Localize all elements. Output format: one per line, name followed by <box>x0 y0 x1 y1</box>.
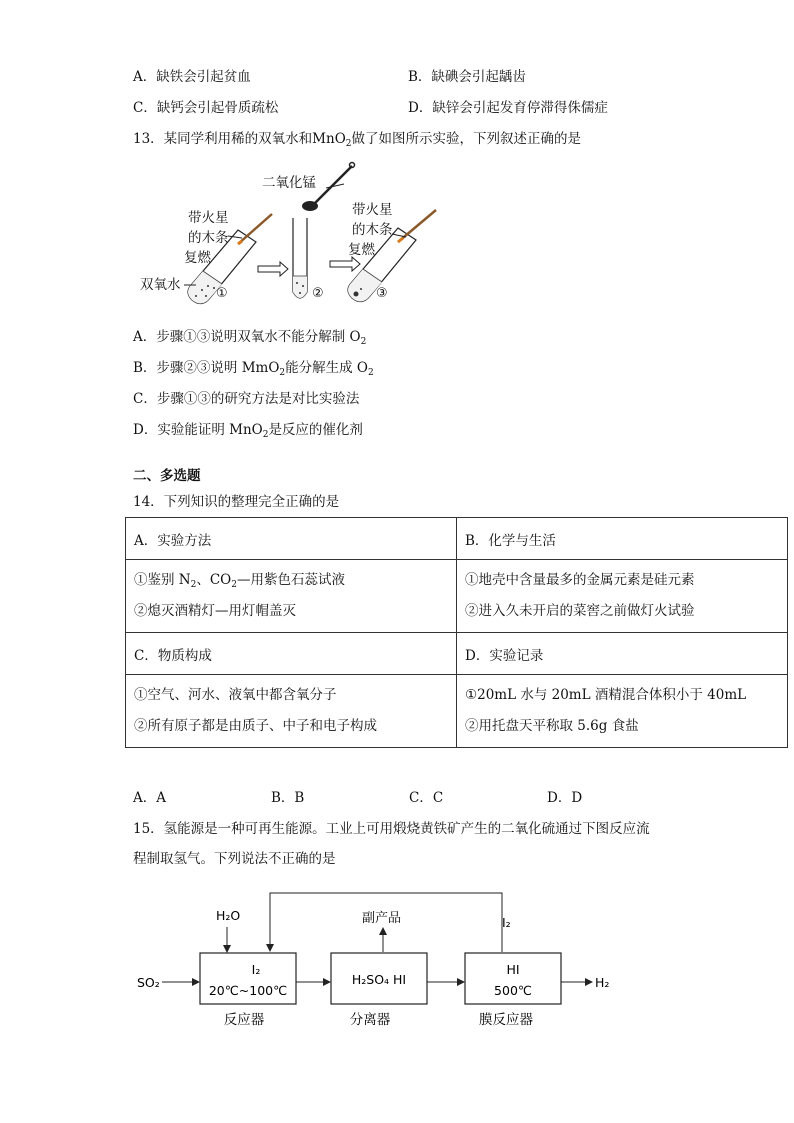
q15-flow-diagram <box>130 885 630 1035</box>
svg-text:的木条: 的木条 <box>352 222 393 238</box>
q13-option-c: C．步骤①③的研究方法是对比实验法 <box>133 391 360 407</box>
q14-option-d: D．D <box>547 790 583 806</box>
svg-text:H₂: H₂ <box>595 975 610 990</box>
table-cell-c-body: ①空气、河水、液氧中都含氧分子 ②所有原子都是由质子、中子和电子构成 <box>126 675 457 748</box>
arrow-right-icon <box>330 257 360 271</box>
table-cell-d-title: D．实验记录 <box>457 633 788 675</box>
table-cell-c-title: C．物质构成 <box>126 633 457 675</box>
svg-text:带火星: 带火星 <box>188 210 229 226</box>
h2o2-label: 双氧水 <box>140 277 181 293</box>
svg-text:复燃: 复燃 <box>184 250 211 266</box>
svg-text:SO₂: SO₂ <box>137 975 160 990</box>
svg-text:I₂: I₂ <box>502 915 511 930</box>
table-cell-d-body: ①20mL 水与 20mL 酒精混合体积小于 40mL ②用托盘天平称取 5.6g 食盐 <box>457 675 788 748</box>
svg-text:I₂: I₂ <box>251 962 261 977</box>
q13-option-b: B．步骤②③说明 MmO$_2$能分解生成 $O_2$ <box>133 360 374 378</box>
svg-text:的木条: 的木条 <box>188 230 229 246</box>
section-title: 二、多选题 <box>133 468 201 484</box>
q14-option-b: B．B <box>271 790 305 806</box>
svg-text:20℃~100℃: 20℃~100℃ <box>208 983 288 998</box>
q13-option-d: D．实验能证明 MnO$_2$是反应的催化剂 <box>133 422 363 440</box>
q13-stem: 13．某同学利用稀的双氧水和MnO$_2$做了如图所示实验，下列叙述正确的是 <box>133 131 581 149</box>
svg-text:复燃: 复燃 <box>348 242 375 258</box>
mno2-label: 二氧化锰 <box>262 175 316 191</box>
svg-text:反应器: 反应器 <box>223 1012 265 1028</box>
svg-text:带火星: 带火星 <box>352 202 393 218</box>
table-cell-a-title: A．实验方法 <box>126 518 457 560</box>
knowledge-table <box>125 517 788 748</box>
table-cell-b-title: B．化学与生活 <box>457 518 788 560</box>
q14-option-a: A．A <box>133 790 166 806</box>
q14-stem: 14．下列知识的整理完全正确的是 <box>133 494 340 510</box>
table-cell-b-body: ①地壳中含量最多的金属元素是硅元素 ②进入久未开启的菜窖之前做灯火试验 <box>457 560 788 633</box>
q12-option-d: D．缺锌会引起发育停滞得侏儒症 <box>408 100 608 116</box>
q13-option-a: A．步骤①③说明双氧水不能分解制 $O_2$ <box>133 329 367 347</box>
svg-text:500℃: 500℃ <box>494 983 532 998</box>
svg-text:HI: HI <box>506 962 520 977</box>
q15-stem-line1: 15．氢能源是一种可再生能源。工业上可用煅烧黄铁矿产生的二氧化硫通过下图反应流 <box>133 821 650 837</box>
svg-text:①: ① <box>216 286 228 301</box>
q12-option-a: A．缺铁会引起贫血 <box>133 69 251 85</box>
svg-text:膜反应器: 膜反应器 <box>479 1012 533 1028</box>
svg-text:分离器: 分离器 <box>349 1012 391 1028</box>
test-tube-2 <box>293 218 307 298</box>
q12-option-c: C．缺钙会引起骨质疏松 <box>133 100 279 116</box>
q15-stem-line2: 程制取氢气。下列说法不正确的是 <box>133 851 336 867</box>
svg-text:②: ② <box>312 286 324 301</box>
svg-text:副产品: 副产品 <box>362 911 402 926</box>
svg-text:③: ③ <box>376 286 388 301</box>
svg-text:H₂O: H₂O <box>216 908 241 923</box>
svg-text:H₂SO₄ HI: H₂SO₄ HI <box>351 972 407 987</box>
table-cell-a-body: ①鉴别 $N_2$、$CO_2—$用紫色石蕊试液 ②熄灭酒精灯—用灯帽盖灭 <box>126 560 457 633</box>
arrow-right-icon <box>258 262 288 276</box>
q14-option-c: C．C <box>409 790 444 806</box>
q12-option-b: B．缺碘会引起龋齿 <box>408 69 526 85</box>
q13-experiment-figure <box>130 158 460 308</box>
